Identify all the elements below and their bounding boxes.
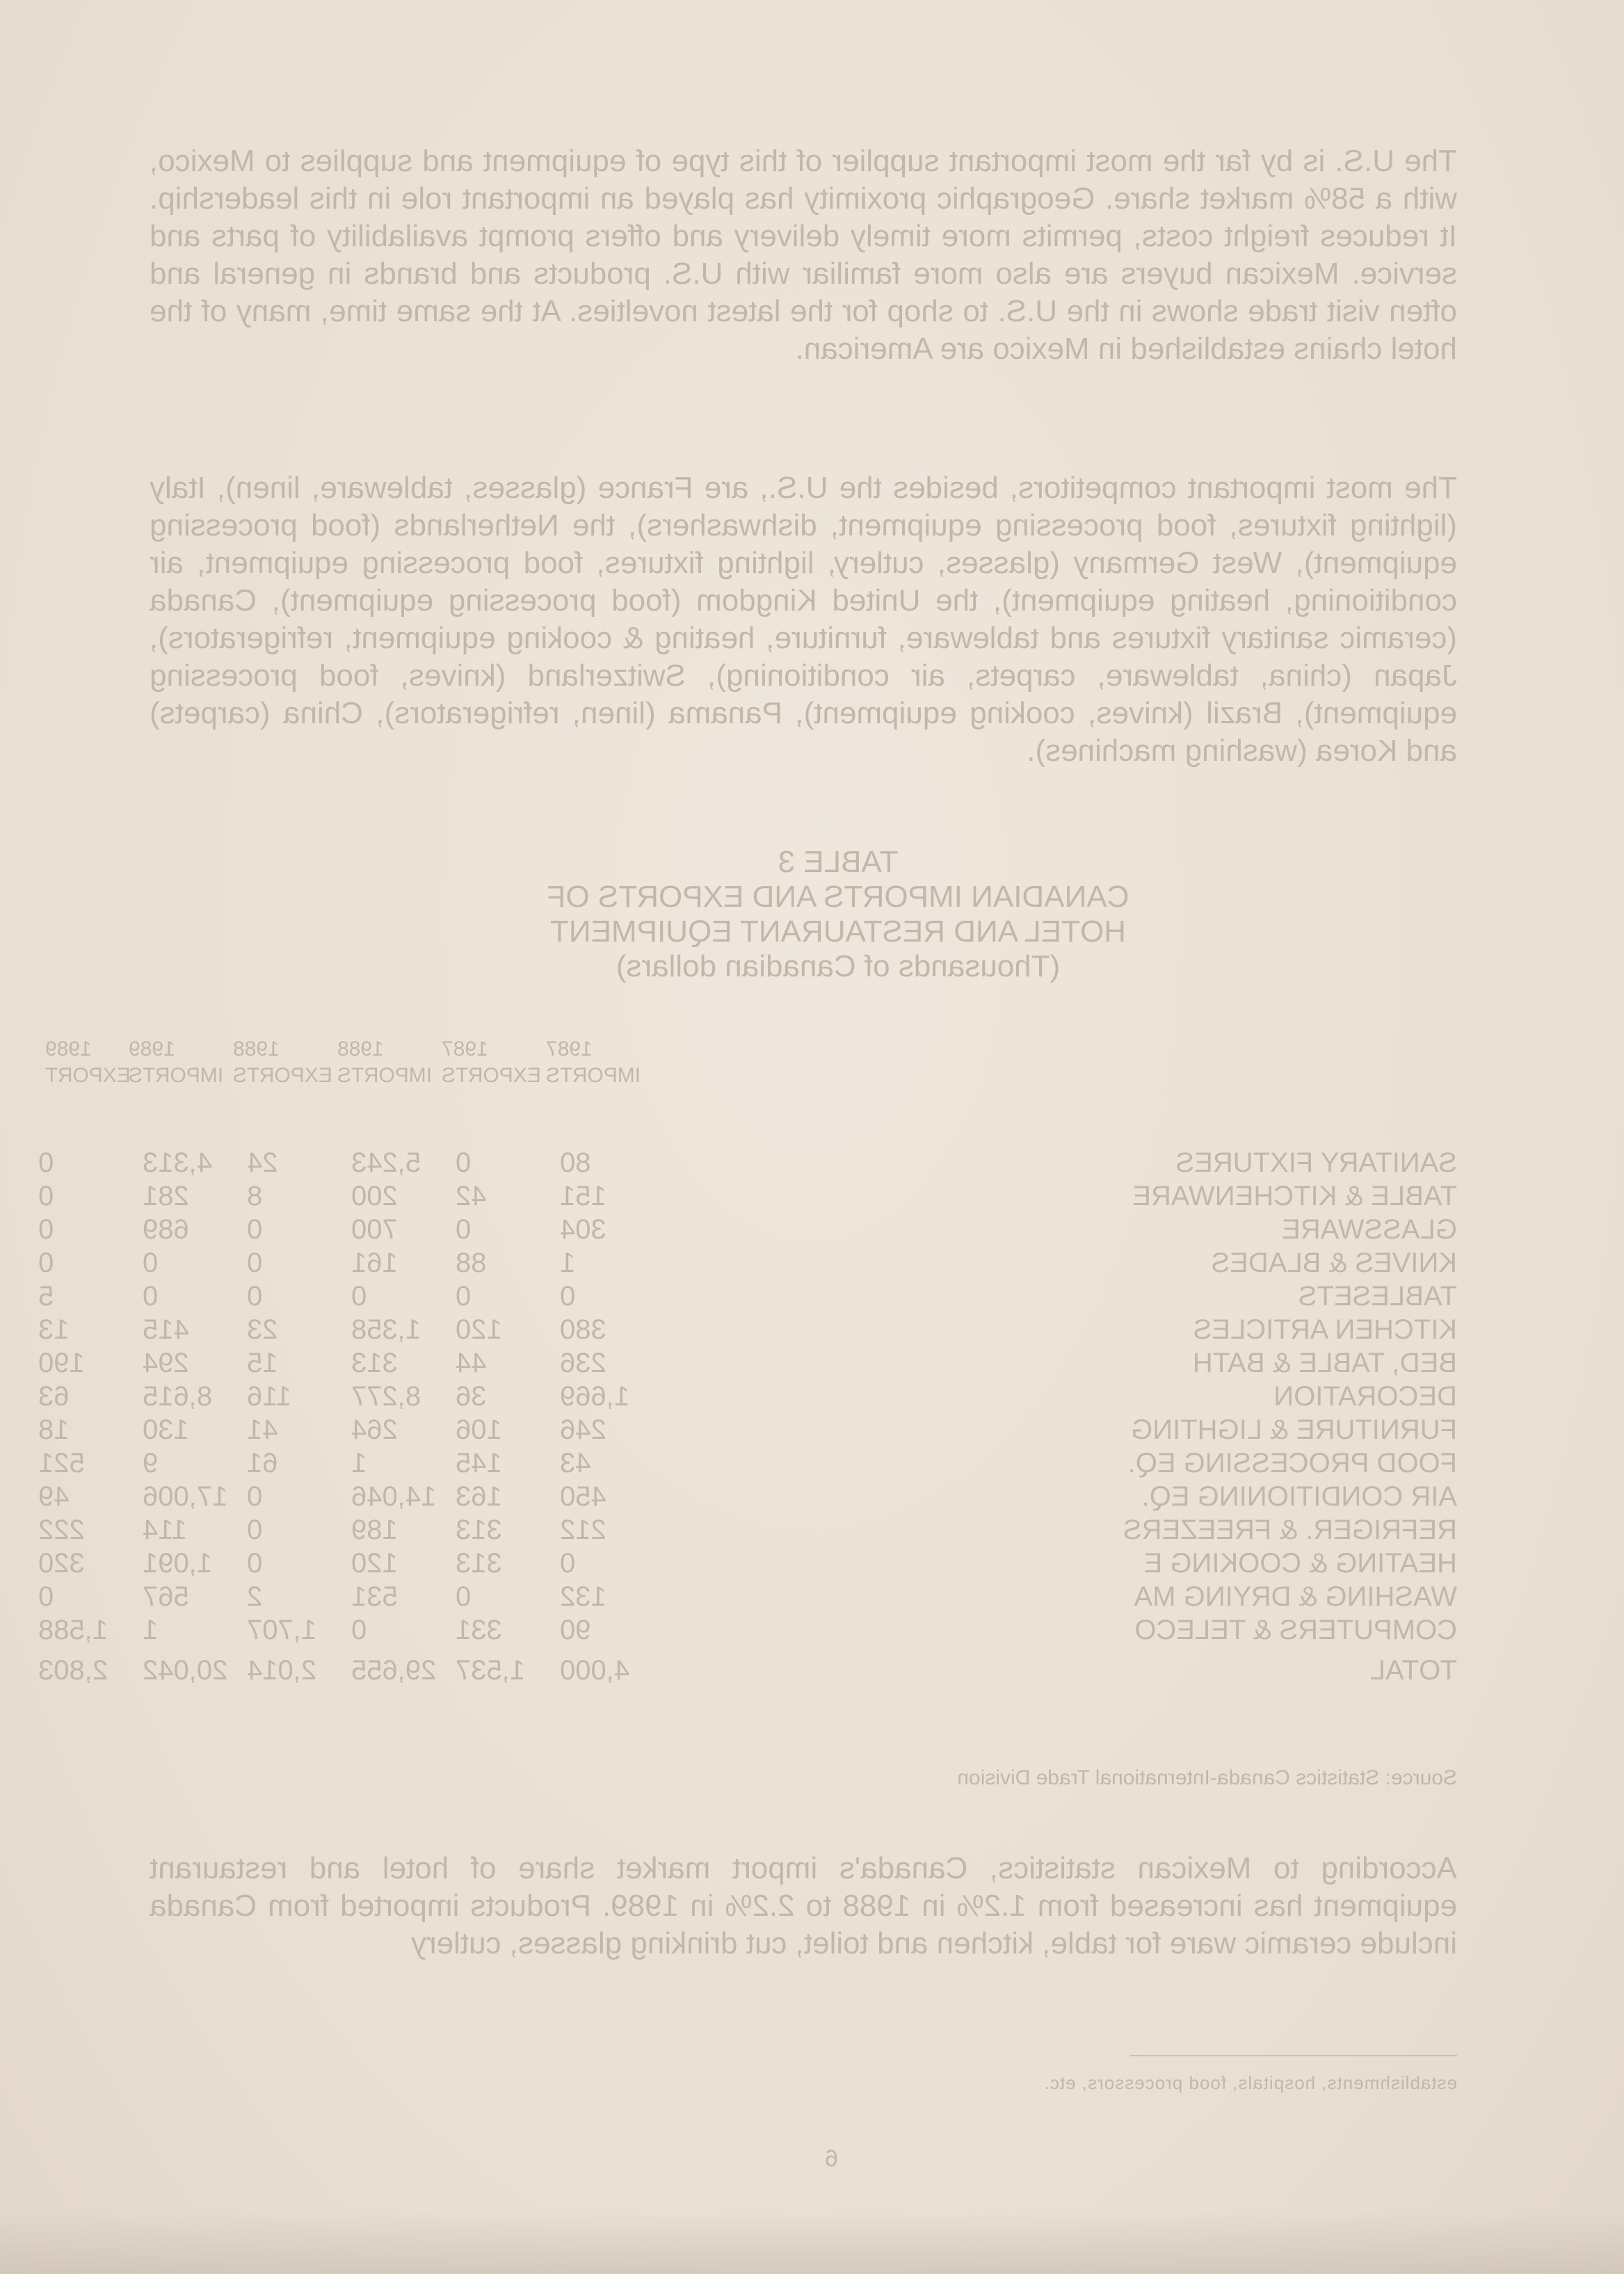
table-cell: 9 — [143, 1448, 159, 1478]
table-cell: 320 — [38, 1548, 85, 1579]
table-cell: 567 — [143, 1581, 189, 1612]
column-year: 1987 — [442, 1038, 488, 1061]
table-cell: 8 — [247, 1181, 263, 1211]
table-cell: 5,243 — [351, 1147, 421, 1178]
table-cell: 0 — [247, 1214, 263, 1245]
paragraph-canada-share — [150, 1850, 1457, 1962]
table-cell: 0 — [560, 1281, 576, 1312]
table-cell: 313 — [456, 1548, 502, 1579]
table-cell: 41 — [247, 1414, 278, 1445]
column-type: IMPORTS — [337, 1064, 433, 1087]
table-row — [38, 1615, 1457, 1645]
table-cell: 190 — [38, 1348, 85, 1378]
row-label: COMPUTERS & TELECO — [1134, 1615, 1457, 1645]
paragraph-text: According to Mexican statistics, Canada's import market share of hotel and restaurant equipment has increased from 1.2% in 1988 to 2.2% in 1989. Products imported from Canada include ceramic ware for table, kitchen and toilet, cut drinking glasses, cutlery — [150, 1851, 1457, 1960]
table-cell: 689 — [143, 1214, 189, 1245]
row-label: TOTAL — [1369, 1655, 1457, 1686]
table-row — [38, 1448, 1457, 1478]
table-row — [38, 1281, 1457, 1312]
table-source: Source: Statistics Canada-International Trade Division — [957, 1766, 1457, 1789]
table-cell: 304 — [560, 1214, 606, 1245]
table-cell: 0 — [247, 1248, 263, 1278]
table-row — [38, 1181, 1457, 1211]
table-cell: 8,615 — [143, 1381, 213, 1412]
table-cell: 0 — [351, 1281, 367, 1312]
column-type: EXPORTS — [233, 1064, 332, 1087]
table-cell: 2,014 — [247, 1655, 317, 1686]
column-year: 1988 — [233, 1038, 280, 1061]
table-row — [38, 1414, 1457, 1445]
table-cell: 1 — [143, 1615, 159, 1645]
table-cell: 0 — [143, 1248, 159, 1278]
table-cell: 1,091 — [143, 1548, 213, 1579]
column-type: EXPORT — [45, 1064, 131, 1087]
row-label: KNIVES & BLADES — [1211, 1248, 1457, 1278]
table-cell: 44 — [456, 1348, 487, 1378]
table-cell: 450 — [560, 1481, 606, 1512]
table-cell: 246 — [560, 1414, 606, 1445]
table-cell: 1,358 — [351, 1314, 421, 1345]
scan-edge-shadow — [0, 2211, 1624, 2274]
table-cell: 0 — [143, 1281, 159, 1312]
table-cell: 80 — [560, 1147, 591, 1178]
table-cell: 1,588 — [38, 1615, 108, 1645]
table-cell: 88 — [456, 1248, 487, 1278]
table-cell: 2,803 — [38, 1655, 108, 1686]
table-cell: 0 — [456, 1281, 472, 1312]
footnote-rule — [1130, 2055, 1457, 2056]
row-label: HEATING & COOKING E — [1143, 1548, 1457, 1579]
row-label: DECORATION — [1273, 1381, 1457, 1412]
table-cell: 0 — [38, 1181, 54, 1211]
paragraph-us-supplier — [150, 143, 1457, 368]
table-cell: 15 — [247, 1348, 278, 1378]
table-cell: 42 — [456, 1181, 487, 1211]
table-cell: 49 — [38, 1481, 70, 1512]
table-cell: 0 — [38, 1214, 54, 1245]
table-cell: 0 — [247, 1515, 263, 1545]
table-cell: 20,042 — [143, 1655, 228, 1686]
column-type: IMPORTS — [129, 1064, 224, 1087]
table-title-line2: HOTEL AND RESTAURANT EQUIPMENT — [550, 914, 1126, 949]
table-cell: 120 — [351, 1548, 398, 1579]
table-cell: 0 — [456, 1147, 472, 1178]
table-cell: 106 — [456, 1414, 502, 1445]
table-cell: 61 — [247, 1448, 278, 1478]
table-row — [38, 1515, 1457, 1545]
table-row — [38, 1548, 1457, 1579]
row-label: FURNITURE & LIGHTING — [1131, 1414, 1457, 1445]
row-label: REFRIGER. & FREEZERS — [1123, 1515, 1457, 1545]
paragraph-text: The U.S. is by far the most important supplier of this type of equipment and supplies to Mexico, with a 58% market share. Geographic proximity has played an important role in this leadership. It reduces freight costs, permits more timely delivery and offers prompt availability of parts and service. Mexican buyers are also more familiar with U.S. products and brands in general and often visit trade shows in the U.S. to shop for the latest novelties. At the same time, many of the hotel chains established in Mexico are American. — [150, 144, 1457, 366]
table-cell: 13 — [38, 1314, 70, 1345]
table-cell: 36 — [456, 1381, 487, 1412]
table-row — [38, 1147, 1457, 1178]
row-label: AIR CONDITIONING EQ. — [1141, 1481, 1457, 1512]
footnote: establishments, hospitals, food processors, etc. — [1043, 2072, 1457, 2093]
row-label: BED, TABLE & BATH — [1192, 1348, 1457, 1378]
table-cell: 313 — [351, 1348, 398, 1378]
table-cell: 163 — [456, 1481, 502, 1512]
table-title-line1: CANADIAN IMPORTS AND EXPORTS OF — [547, 880, 1129, 914]
table-cell: 145 — [456, 1448, 502, 1478]
table-cell: 236 — [560, 1348, 606, 1378]
table-cell: 1,707 — [247, 1615, 317, 1645]
table-cell: 0 — [38, 1248, 54, 1278]
table-cell: 0 — [456, 1581, 472, 1612]
table-cell: 264 — [351, 1414, 398, 1445]
table-row — [38, 1481, 1457, 1512]
table-cell: 200 — [351, 1181, 398, 1211]
table-number: TABLE 3 — [778, 845, 899, 879]
table-cell: 114 — [143, 1515, 187, 1545]
table-cell: 23 — [247, 1314, 278, 1345]
row-label: FOOD PROCESSING EQ. — [1127, 1448, 1457, 1478]
table-cell: 700 — [351, 1214, 398, 1245]
table-cell: 1,537 — [456, 1655, 526, 1686]
table-row — [38, 1248, 1457, 1278]
column-year: 1989 — [45, 1038, 92, 1061]
table-cell: 116 — [247, 1381, 291, 1412]
table-cell: 1,669 — [560, 1381, 630, 1412]
table-cell: 281 — [143, 1181, 189, 1211]
table-cell: 8,277 — [351, 1381, 421, 1412]
table-cell: 212 — [560, 1515, 606, 1545]
row-label: TABLE & KITCHENWARE — [1132, 1181, 1457, 1211]
table-cell: 4,313 — [143, 1147, 213, 1178]
table-cell: 24 — [247, 1147, 278, 1178]
column-type: IMPORTS — [546, 1064, 641, 1087]
table-row — [38, 1348, 1457, 1378]
table-cell: 380 — [560, 1314, 606, 1345]
column-year: 1988 — [337, 1038, 384, 1061]
table-cell: 151 — [560, 1181, 606, 1211]
row-label: TABLESETS — [1298, 1281, 1457, 1312]
table-cell: 0 — [247, 1548, 263, 1579]
column-year: 1987 — [546, 1038, 593, 1061]
table-cell: 90 — [560, 1615, 591, 1645]
table-caption — [456, 845, 1221, 984]
table-cell: 0 — [560, 1548, 576, 1579]
table-cell: 521 — [38, 1448, 85, 1478]
table-cell: 0 — [247, 1281, 263, 1312]
table-cell: 4,000 — [560, 1655, 630, 1686]
table-cell: 0 — [456, 1214, 472, 1245]
table-row — [38, 1381, 1457, 1412]
table-cell: 331 — [456, 1615, 502, 1645]
row-label: SANITARY FIXTURES — [1175, 1147, 1457, 1178]
table-cell: 130 — [143, 1414, 189, 1445]
table-cell: 17,006 — [143, 1481, 228, 1512]
table-row — [38, 1655, 1457, 1686]
table-cell: 29,655 — [351, 1655, 437, 1686]
table-cell: 2 — [247, 1581, 263, 1612]
table-row — [38, 1214, 1457, 1245]
table-cell: 0 — [351, 1615, 367, 1645]
table-cell: 0 — [247, 1481, 263, 1512]
table-row — [38, 1581, 1457, 1612]
table-cell: 161 — [351, 1248, 398, 1278]
table-cell: 313 — [456, 1515, 502, 1545]
table-cell: 43 — [560, 1448, 591, 1478]
table-cell: 132 — [560, 1581, 606, 1612]
table-cell: 63 — [38, 1381, 70, 1412]
table-cell: 0 — [38, 1581, 54, 1612]
table-row — [38, 1314, 1457, 1345]
row-label: KITCHEN ARTICLES — [1193, 1314, 1457, 1345]
table-cell: 14,046 — [351, 1481, 437, 1512]
table-cell: 222 — [38, 1515, 85, 1545]
table-cell: 18 — [38, 1414, 70, 1445]
column-year: 1989 — [129, 1038, 175, 1061]
table-cell: 120 — [456, 1314, 502, 1345]
table-cell: 415 — [143, 1314, 189, 1345]
table-cell: 531 — [351, 1581, 398, 1612]
table-cell: 189 — [351, 1515, 398, 1545]
table-units: (Thousands of Canadian dollars) — [616, 949, 1061, 983]
paragraph-text: The most important competitors, besides the U.S., are France (glasses, tableware, linen), Italy (lighting fixtures, food processing equipment, dishwashers), the Netherlands (food processing equipment), West Germany (glasses, cutlery, lighting fixtures, food processing equipment, air conditioning, heating equipment), the United Kingdom (food processing equipment), Canada (ceramic sanitary fixtures and tableware, furniture, heating & cooking equipment, refrigerators), Japan (china, tableware, carpets, air conditioning), Switzerland (knives, food processing equipment), Brazil (knives, cooking equipment), Panama (linen, refrigerators), China (carpets) and Korea (washing machines). — [150, 471, 1457, 768]
paragraph-competitors — [150, 469, 1457, 770]
table-cell: 1 — [351, 1448, 367, 1478]
table-cell: 1 — [560, 1248, 576, 1278]
column-type: EXPORTS — [442, 1064, 541, 1087]
table-cell: 294 — [143, 1348, 189, 1378]
column-header — [45, 1036, 184, 1089]
table-cell: 0 — [38, 1147, 54, 1178]
table-cell: 5 — [38, 1281, 54, 1312]
page-number: 6 — [825, 2145, 838, 2172]
row-label: WASHING & DRYING MA — [1134, 1581, 1457, 1612]
row-label: GLASSWARE — [1282, 1214, 1457, 1245]
